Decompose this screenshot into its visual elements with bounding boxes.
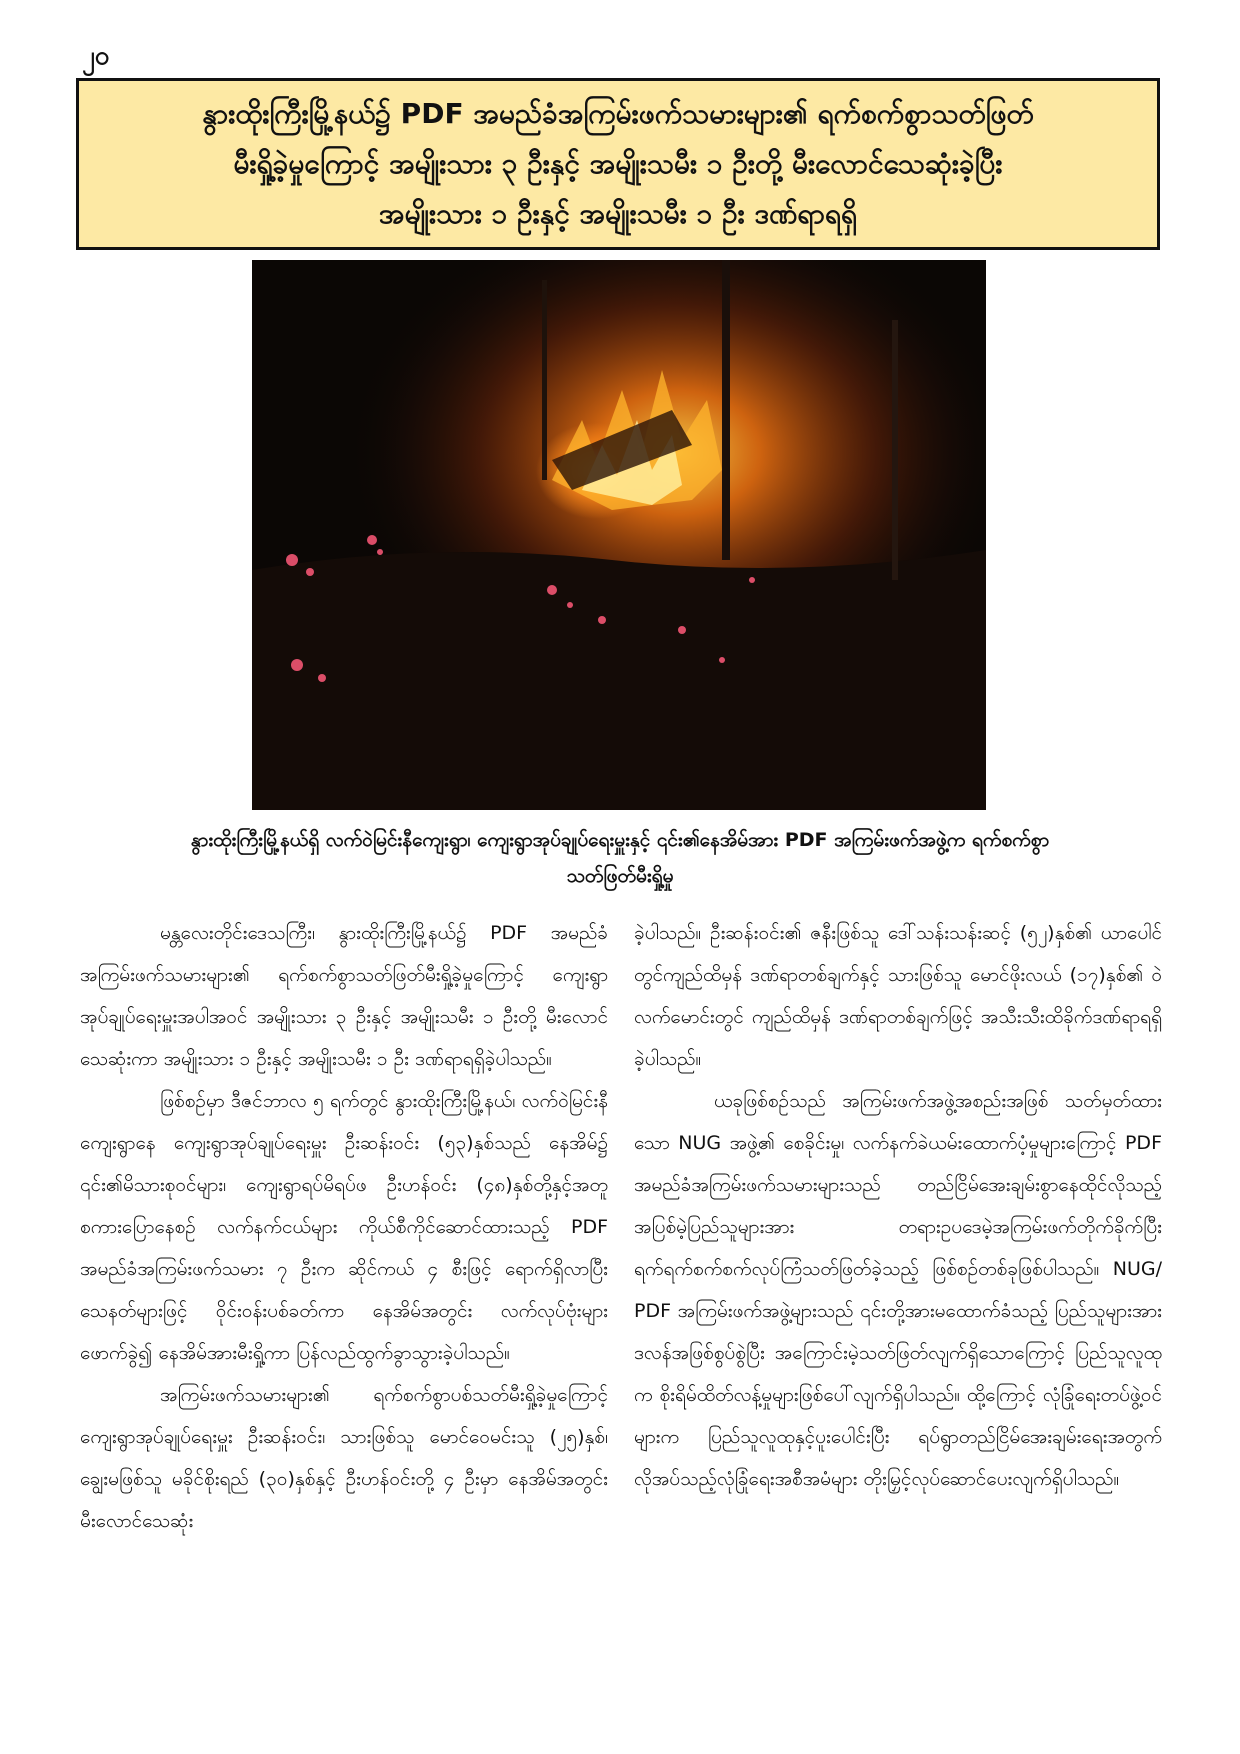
caption-line-1: နွားထိုးကြီးမြို့နယ်ရှိ လက်ဝဲမြင်းနီကျေးရွာ၊ ကျေးရွာအုပ်ချုပ်ရေးမှူးနှင့် ၎င်း၏နေအိမ်အား PDF အကြမ်းဖက်အဖွဲ့က ရက်စက်စွာ: [190, 829, 1050, 851]
right-column: [634, 912, 1162, 1672]
headline-line-3: အမျိုးသား ၁ ဦးနှင့် အမျိုးသမီး ၁ ဦး ဒဏ်ရာရရှိ: [378, 197, 858, 230]
paragraph: အကြမ်းဖက်သမားများ၏ ရက်စက်စွာပစ်သတ်မီးရှို့ခဲ့မှုကြောင့် ကျေးရွာအုပ်ချုပ်ရေးမှူး ဦးဆန်းဝင်း၊ သားဖြစ်သူ မောင်ဝေမင်းသူ (၂၅)နှစ်၊ ချွေးမဖြစ်သူ မခိုင်စိုးရည် (၃၀)နှစ်နှင့် ဦးဟန်ဝင်းတို့ ၄ ဦးမှာ နေအိမ်အတွင်း မီးလောင်သေဆုံး: [80, 1384, 608, 1532]
page-number: ၂၀: [82, 41, 110, 71]
article-body: [80, 912, 1162, 1672]
paragraph: ယခုဖြစ်စဉ်သည် အကြမ်းဖက်အဖွဲ့အစည်းအဖြစ် သတ်မှတ်ထားသော NUG အဖွဲ့၏ စေခိုင်းမှု၊ လက်နက်ခဲယမ်းထောက်ပံ့မှုများကြောင့် PDF အမည်ခံအကြမ်းဖက်သမားများသည် တည်ငြိမ်အေးချမ်းစွာနေထိုင်လိုသည့် အပြစ်မဲ့ပြည်သူများအား တရားဥပဒေမဲ့အကြမ်းဖက်တိုက်ခိုက်ပြီး ရက်ရက်စက်စက်လုပ်ကြံသတ်ဖြတ်ခဲ့သည့် ဖြစ်စဉ်တစ်ခုဖြစ်ပါသည်။ NUG/ PDF အကြမ်းဖက်အဖွဲ့များသည် ၎င်းတို့အားမထောက်ခံသည့် ပြည်သူများအား ဒလန်အဖြစ်စွပ်စွဲပြီး အကြောင်းမဲ့သတ်ဖြတ်လျက်ရှိသောကြောင့် ပြည်သူလူထုက စိုးရိမ်ထိတ်လန့်မှုများဖြစ်ပေါ်လျက်ရှိပါသည်။ ထို့ကြောင့် လုံခြုံရေးတပ်ဖွဲ့ဝင်များက ပြည်သူလူထုနှင့်ပူးပေါင်းပြီး ရပ်ရွာတည်ငြိမ်အေးချမ်းရေးအတွက် လိုအပ်သည့်လုံခြုံရေးအစီအမံများ တိုးမြှင့်လုပ်ဆောင်ပေးလျက်ရှိပါသည်။: [634, 1090, 1162, 1490]
photo-caption: [76, 822, 1164, 894]
paragraph: ဖြစ်စဉ်မှာ ဒီဇင်ဘာလ ၅ ရက်တွင် နွားထိုးကြီးမြို့နယ်၊ လက်ဝဲမြင်းနီကျေးရွာနေ ကျေးရွာအုပ်ချုပ်ရေးမှူး ဦးဆန်းဝင်း (၅၃)နှစ်သည် နေအိမ်၌ ၎င်း၏မိသားစုဝင်များ၊ ကျေးရွာရပ်မိရပ်ဖ ဦးဟန်ဝင်း (၄၈)နှစ်တို့နှင့်အတူ စကားပြောနေစဉ် လက်နက်ငယ်များ ကိုယ်စီကိုင်ဆောင်ထားသည့် PDF အမည်ခံအကြမ်းဖက်သမား ၇ ဦးက ဆိုင်ကယ် ၄ စီးဖြင့် ရောက်ရှိလာပြီး သေနတ်များဖြင့် ဝိုင်းဝန်းပစ်ခတ်ကာ နေအိမ်အတွင်း လက်လုပ်ဗုံးများဖောက်ခွဲ၍ နေအိမ်အားမီးရှို့ကာ ပြန်လည်ထွက်ခွာသွားခဲ့ပါသည်။: [80, 1090, 608, 1364]
left-column: [80, 912, 608, 1672]
fire-scene-image: [252, 260, 986, 810]
paragraph-continued: ခဲ့ပါသည်။ ဦးဆန်းဝင်း၏ ဇနီးဖြစ်သူ ဒေါ်သန်းသန်းဆင့် (၅၂)နှစ်၏ ယာပေါင်တွင်ကျည်ထိမှန် ဒဏ်ရာတစ်ချက်နှင့် သားဖြစ်သူ မောင်ဖိုးလယ် (၁၇)နှစ်၏ ဝဲလက်မောင်းတွင် ကျည်ထိမှန် ဒဏ်ရာတစ်ချက်ဖြင့် အသီးသီးထိခိုက်ဒဏ်ရာရရှိခဲ့ပါသည်။: [634, 922, 1162, 1070]
headline-line-1: နွားထိုးကြီးမြို့နယ်၌ PDF အမည်ခံအကြမ်းဖက်သမားများ၏ ရက်စက်စွာသတ်ဖြတ်: [202, 97, 1034, 130]
paragraph: မန္တလေးတိုင်းဒေသကြီး၊ နွားထိုးကြီးမြို့နယ်၌ PDF အမည်ခံအကြမ်းဖက်သမားများ၏ ရက်စက်စွာသတ်ဖြတ်မီးရှို့ခဲ့မှုကြောင့် ကျေးရွာအုပ်ချုပ်ရေးမှူးအပါအဝင် အမျိုးသား ၃ ဦးနှင့် အမျိုးသမီး ၁ ဦးတို့ မီးလောင်သေဆုံးကာ အမျိုးသား ၁ ဦးနှင့် အမျိုးသမီး ၁ ဦး ဒဏ်ရာရရှိခဲ့ပါသည်။: [80, 922, 608, 1070]
headline-box: [76, 78, 1160, 250]
caption-line-2: သတ်ဖြတ်မီးရှို့မှု: [566, 865, 674, 887]
headline-line-2: မီးရှို့ခဲ့မှုကြောင့် အမျိုးသား ၃ ဦးနှင့် အမျိုးသမီး ၁ ဦးတို့ မီးလောင်သေဆုံးခဲ့ပြီး: [233, 147, 1003, 180]
burning-house-photo: [252, 260, 986, 810]
